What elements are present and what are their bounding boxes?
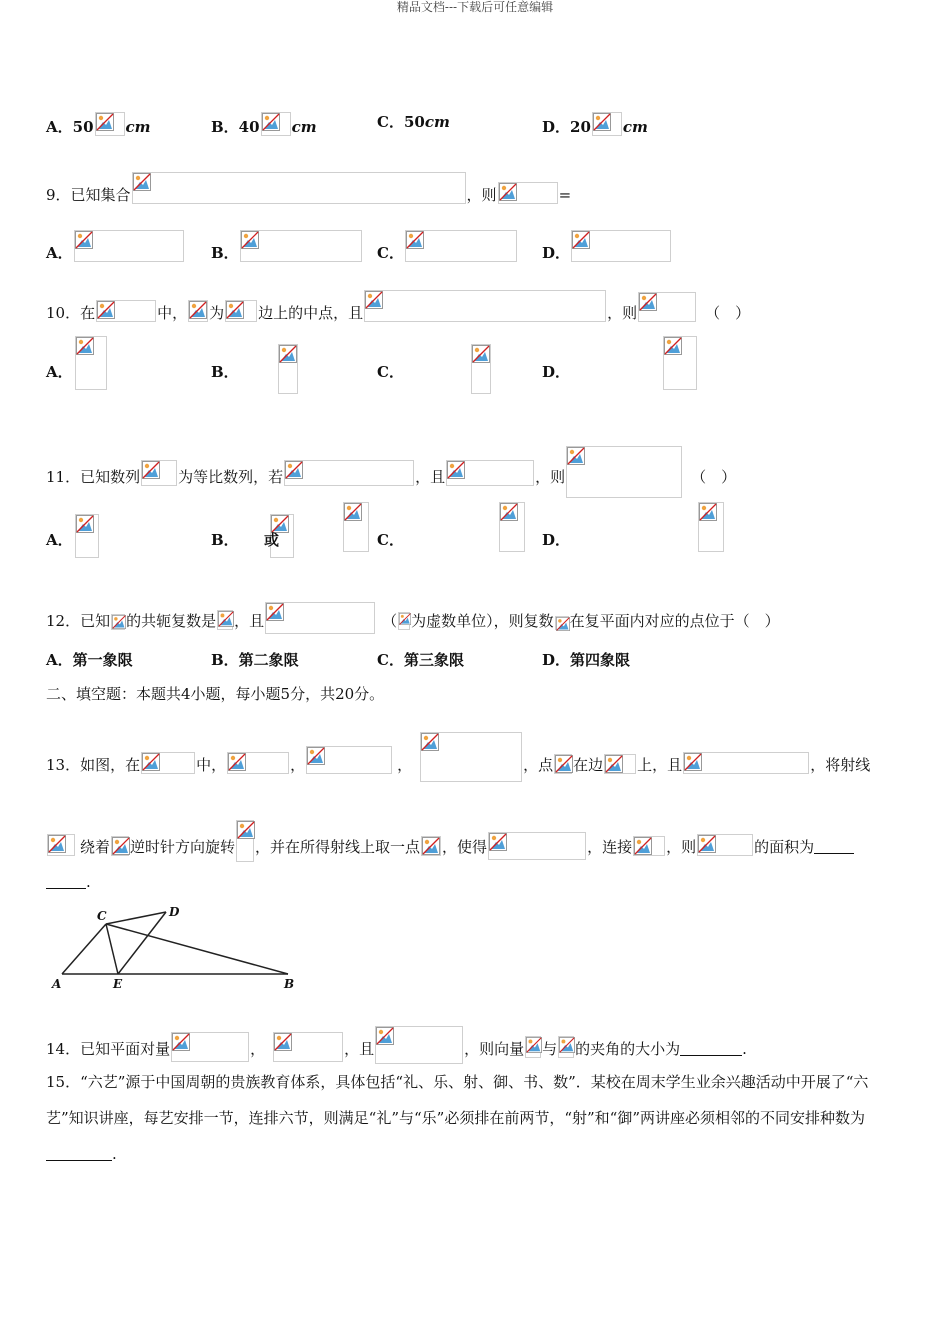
formula-image bbox=[683, 752, 809, 774]
broken-image-icon bbox=[112, 837, 130, 855]
q10-options bbox=[46, 362, 571, 417]
formula-image bbox=[364, 290, 606, 322]
broken-image-icon bbox=[279, 345, 297, 363]
formula-image bbox=[398, 612, 410, 630]
broken-image-icon bbox=[634, 837, 652, 855]
broken-image-icon bbox=[344, 503, 362, 521]
formula-image bbox=[75, 336, 107, 390]
formula-image bbox=[405, 230, 517, 262]
broken-image-icon bbox=[75, 231, 93, 249]
formula-image bbox=[47, 834, 75, 856]
formula-image bbox=[488, 832, 586, 860]
broken-image-icon bbox=[172, 1033, 190, 1051]
formula-image bbox=[96, 300, 156, 322]
formula-image bbox=[225, 300, 257, 322]
broken-image-icon bbox=[664, 337, 682, 355]
broken-image-icon bbox=[698, 835, 716, 853]
triangle-figure bbox=[46, 902, 306, 994]
formula-image bbox=[343, 502, 369, 552]
q12-stem: 12．已知 的共轭复数是 ，且 （ 为虚数单位），则复数 在复平面内对应的点位于（ ） bbox=[46, 602, 780, 634]
q10-stem: 10．在 中， 为 边上的中点，且 ，则 （ ） bbox=[46, 290, 750, 323]
formula-image bbox=[525, 1036, 541, 1058]
q11-option-c[interactable]: C． bbox=[377, 531, 404, 549]
broken-image-icon bbox=[226, 301, 244, 319]
broken-image-icon bbox=[555, 755, 573, 773]
q12-option-a[interactable]: A．第一象限 bbox=[46, 651, 133, 669]
broken-image-icon bbox=[399, 613, 411, 625]
broken-image-icon bbox=[237, 821, 255, 839]
broken-image-icon bbox=[285, 461, 303, 479]
q13-stem-line2: 绕着 逆时针方向旋转 ，并在所得射线上取一点 ，使得 ，连接 ，则 的面积为 bbox=[46, 820, 854, 862]
broken-image-icon bbox=[76, 515, 94, 533]
broken-image-icon bbox=[97, 301, 115, 319]
broken-image-icon bbox=[96, 113, 114, 131]
broken-image-icon bbox=[447, 461, 465, 479]
formula-image bbox=[141, 752, 195, 774]
q11-option-a[interactable]: A． bbox=[46, 531, 73, 549]
point-label-a: A bbox=[52, 977, 62, 991]
broken-image-icon bbox=[48, 835, 66, 853]
q12-option-d[interactable]: D．第四象限 bbox=[542, 651, 631, 669]
broken-image-icon bbox=[218, 611, 234, 627]
q8-option-d[interactable]: D．20 cm bbox=[542, 112, 648, 137]
q9-option-d[interactable]: D． bbox=[542, 230, 672, 263]
formula-image bbox=[558, 1036, 574, 1058]
formula-image bbox=[592, 112, 622, 136]
formula-image bbox=[240, 230, 362, 262]
formula-image bbox=[633, 836, 665, 856]
formula-image bbox=[604, 754, 636, 774]
broken-image-icon bbox=[241, 231, 259, 249]
q9-option-c[interactable]: C． bbox=[377, 230, 518, 263]
q12-option-c[interactable]: C．第三象限 bbox=[377, 651, 464, 669]
segment-de bbox=[118, 912, 166, 974]
broken-image-icon bbox=[605, 755, 623, 773]
q12-option-b[interactable]: B．第二象限 bbox=[211, 651, 299, 669]
formula-image bbox=[227, 752, 289, 774]
point-label-e: E bbox=[113, 977, 123, 991]
point-label-d: D bbox=[169, 905, 180, 919]
formula-image bbox=[663, 336, 697, 390]
formula-image bbox=[375, 1026, 463, 1064]
broken-image-icon bbox=[472, 345, 490, 363]
broken-image-icon bbox=[422, 837, 440, 855]
formula-image bbox=[141, 460, 177, 486]
broken-image-icon bbox=[228, 753, 246, 771]
formula-image bbox=[498, 182, 558, 204]
broken-image-icon bbox=[376, 1027, 394, 1045]
broken-image-icon bbox=[262, 113, 280, 131]
broken-image-icon bbox=[559, 1037, 575, 1053]
answer-blank[interactable] bbox=[46, 874, 86, 889]
q11-option-b[interactable]: B． bbox=[211, 531, 239, 549]
answer-blank[interactable] bbox=[46, 1146, 112, 1161]
formula-image bbox=[499, 502, 525, 552]
q9-option-b[interactable]: B． bbox=[211, 230, 363, 263]
broken-image-icon bbox=[639, 293, 657, 311]
broken-image-icon bbox=[500, 503, 518, 521]
formula-image bbox=[278, 344, 298, 394]
point-label-c: C bbox=[97, 909, 107, 923]
q9-option-a[interactable]: A． bbox=[46, 230, 185, 263]
formula-image bbox=[265, 602, 375, 634]
formula-image bbox=[236, 820, 254, 862]
q11-stem: 11．已知数列 为等比数列，若 ，且 ，则 （ ） bbox=[46, 446, 736, 498]
broken-image-icon bbox=[489, 833, 507, 851]
formula-image bbox=[132, 172, 466, 204]
broken-image-icon bbox=[274, 1033, 292, 1051]
q11-options bbox=[46, 530, 571, 581]
broken-image-icon bbox=[76, 337, 94, 355]
broken-image-icon bbox=[112, 615, 126, 629]
formula-image bbox=[566, 446, 682, 498]
point-label-b: B bbox=[284, 977, 295, 991]
formula-image bbox=[284, 460, 414, 486]
broken-image-icon bbox=[593, 113, 611, 131]
broken-image-icon bbox=[133, 173, 151, 191]
q15-stem: 15．“六艺”源于中国周朝的贵族教育体系，具体包括“礼、乐、射、御、书、数”．某校在周末学生业余兴趣活动中开展了“六艺”知识讲座，每艺安排一节，连排六节，则满足“礼”与“乐”必须排在前两节，“射”和“御”两讲座必须相邻的不同安排种数为. bbox=[46, 1073, 869, 1163]
segment-ac bbox=[62, 924, 106, 974]
broken-image-icon bbox=[142, 461, 160, 479]
broken-image-icon bbox=[189, 301, 207, 319]
q8-option-a[interactable]: A．50 cm bbox=[46, 112, 151, 137]
broken-image-icon bbox=[684, 753, 702, 771]
formula-image bbox=[471, 344, 491, 394]
formula-image bbox=[273, 1032, 343, 1062]
formula-image bbox=[446, 460, 534, 486]
answer-blank[interactable] bbox=[814, 839, 854, 854]
formula-image bbox=[217, 610, 233, 630]
formula-image bbox=[420, 732, 522, 782]
q14-stem: 14．已知平面对量 ， ，且 ，则向量 与 的夹角的大小为 . bbox=[46, 1026, 747, 1064]
formula-image bbox=[697, 834, 753, 856]
q11-option-d[interactable]: D． bbox=[542, 531, 571, 549]
formula-image bbox=[74, 230, 184, 262]
broken-image-icon bbox=[406, 231, 424, 249]
broken-image-icon bbox=[266, 603, 284, 621]
segment-ce bbox=[106, 924, 118, 974]
segment-cb bbox=[106, 924, 288, 974]
broken-image-icon bbox=[526, 1037, 542, 1053]
q9-stem: 9．已知集合 ，则 = bbox=[46, 172, 571, 205]
formula-image bbox=[171, 1032, 249, 1062]
formula-image bbox=[261, 112, 291, 136]
q13-stem-line3: . bbox=[46, 872, 91, 892]
q10-option-b[interactable]: B． bbox=[211, 363, 239, 381]
formula-image bbox=[306, 746, 392, 774]
formula-image bbox=[188, 300, 208, 322]
broken-image-icon bbox=[421, 733, 439, 751]
formula-image bbox=[111, 614, 125, 630]
segment-cd bbox=[106, 912, 166, 924]
broken-image-icon bbox=[572, 231, 590, 249]
formula-image bbox=[111, 836, 129, 856]
formula-image bbox=[75, 514, 99, 558]
page-header: 精品文档---下载后可任意编辑 bbox=[396, 0, 554, 14]
q8-option-b[interactable]: B．40 cm bbox=[211, 112, 317, 137]
formula-image bbox=[95, 112, 125, 136]
q13-stem-line1: 13．如图，在 中， ， ， ，点 在边 上，且 ，将射线 bbox=[46, 732, 870, 782]
or-text: 或 bbox=[264, 531, 280, 549]
broken-image-icon bbox=[556, 617, 570, 631]
q10-option-d[interactable]: D． bbox=[542, 363, 571, 381]
formula-image bbox=[555, 616, 569, 630]
broken-image-icon bbox=[499, 183, 517, 201]
broken-image-icon bbox=[365, 291, 383, 309]
q8-option-c[interactable]: C．50cm bbox=[377, 113, 450, 131]
formula-image bbox=[421, 836, 441, 856]
q10-option-c[interactable]: C． bbox=[377, 363, 404, 381]
answer-blank[interactable] bbox=[680, 1041, 742, 1056]
broken-image-icon bbox=[307, 747, 325, 765]
q10-option-a[interactable]: A． bbox=[46, 363, 73, 381]
broken-image-icon bbox=[567, 447, 585, 465]
formula-image bbox=[554, 754, 572, 774]
formula-image bbox=[571, 230, 671, 262]
section-heading: 二、填空题：本题共4小题，每小题5分，共20分。 bbox=[46, 685, 385, 703]
formula-image bbox=[638, 292, 696, 322]
broken-image-icon bbox=[699, 503, 717, 521]
formula-image bbox=[698, 502, 724, 552]
broken-image-icon bbox=[142, 753, 160, 771]
